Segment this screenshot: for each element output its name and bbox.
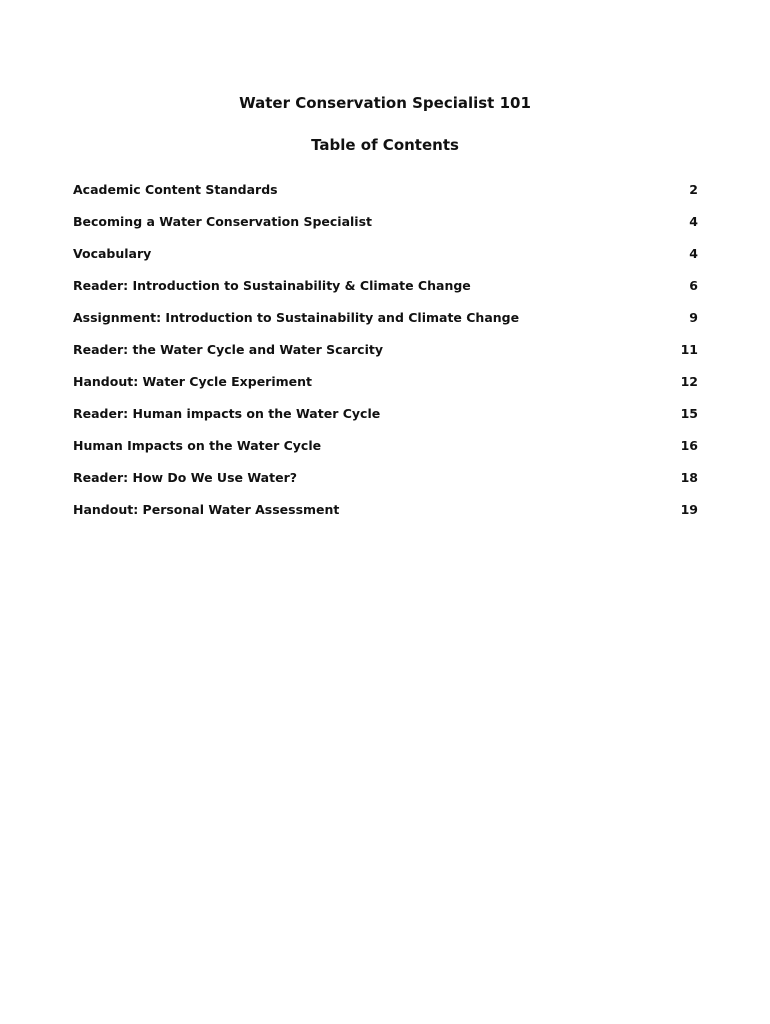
toc-entry[interactable] bbox=[73, 246, 698, 278]
toc-entry[interactable] bbox=[73, 342, 698, 374]
toc-entry-label: Becoming a Water Conservation Specialist bbox=[73, 214, 373, 229]
toc-entry-label: Reader: How Do We Use Water? bbox=[73, 470, 297, 485]
toc-entry-page: 12 bbox=[680, 374, 698, 389]
toc-entry-label: Handout: Personal Water Assessment bbox=[73, 502, 340, 517]
toc-entry[interactable] bbox=[73, 310, 698, 342]
toc-entry-label: Reader: Human impacts on the Water Cycle bbox=[73, 406, 381, 421]
toc-entry-page: 15 bbox=[680, 406, 698, 421]
toc-heading: Table of Contents bbox=[311, 136, 459, 154]
toc-entry-page: 16 bbox=[680, 438, 698, 453]
toc-entry-label: Vocabulary bbox=[73, 246, 152, 261]
toc-entry[interactable] bbox=[73, 502, 698, 534]
toc-entry-page: 18 bbox=[680, 470, 698, 485]
toc-entry-label: Reader: Introduction to Sustainability & Climate Change bbox=[73, 278, 471, 293]
toc-entry-page: 11 bbox=[680, 342, 698, 357]
toc-entry[interactable] bbox=[73, 406, 698, 438]
toc-entry[interactable] bbox=[73, 470, 698, 502]
toc-entry-page: 4 bbox=[689, 214, 698, 229]
toc-entry[interactable] bbox=[73, 374, 698, 406]
toc-entry-page: 2 bbox=[689, 182, 698, 197]
toc-entry-label: Reader: the Water Cycle and Water Scarcity bbox=[73, 342, 383, 357]
toc-entry-page: 4 bbox=[689, 246, 698, 261]
toc-entry-label: Handout: Water Cycle Experiment bbox=[73, 374, 313, 389]
document-title: Water Conservation Specialist 101 bbox=[239, 94, 531, 112]
table-of-contents bbox=[73, 182, 698, 534]
toc-entry[interactable] bbox=[73, 214, 698, 246]
toc-entry-page: 6 bbox=[689, 278, 698, 293]
toc-entry-label: Human Impacts on the Water Cycle bbox=[73, 438, 322, 453]
toc-entry-label: Academic Content Standards bbox=[73, 182, 278, 197]
toc-entry[interactable] bbox=[73, 438, 698, 470]
toc-entry-page: 19 bbox=[680, 502, 698, 517]
toc-entry-label: Assignment: Introduction to Sustainability and Climate Change bbox=[73, 310, 520, 325]
toc-entry[interactable] bbox=[73, 182, 698, 214]
toc-entry[interactable] bbox=[73, 278, 698, 310]
toc-entry-page: 9 bbox=[689, 310, 698, 325]
